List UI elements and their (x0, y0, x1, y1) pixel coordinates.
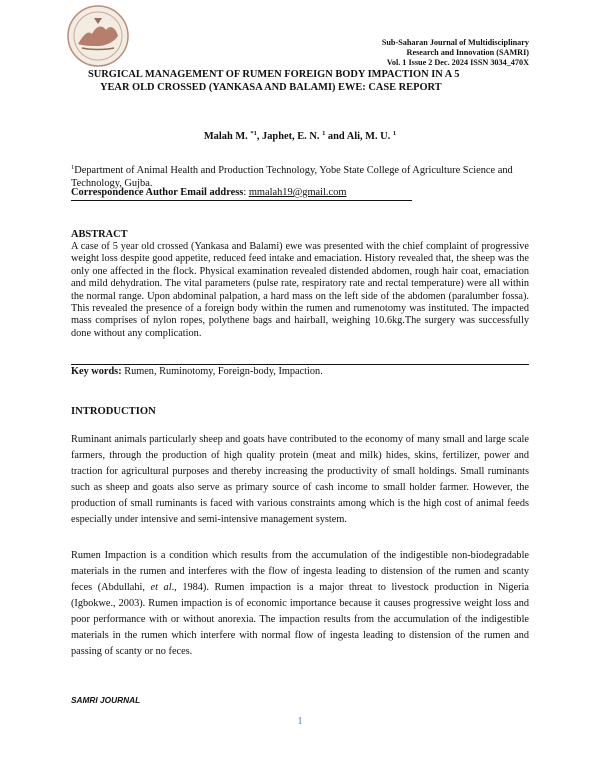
keywords-label: Key words: (71, 366, 122, 377)
correspondence-sep: : (243, 187, 249, 198)
journal-header (229, 38, 529, 68)
affiliation-sup: 1 (71, 164, 75, 171)
author-2-sup: 1 (322, 130, 326, 137)
p2-etal: et al (150, 582, 172, 593)
affiliation-text: Department of Animal Health and Production Technology, Yobe State College of Agriculture Science and Technology, Gujba. (71, 165, 513, 189)
introduction-paragraph-1: Ruminant animals particularly sheep and goats have contributed to the economy of many small and large scale farmers, through the production of high quality protein (meat and milk) hides, skins, fertilizer, power and traction for agricultural purposes and thereby increasing the productivity of small holdings. Small ruminants such as sheep and goats also serve as primary source of cash income to small holder farmer. However, the production of small ruminants is faced with various constraints among which is the high cost of animal feeds especially under intensive and semi-intensive management system. (71, 434, 529, 525)
keywords-text: Rumen, Ruminotomy, Foreign-body, Impaction. (121, 366, 323, 377)
page-number: 1 (297, 716, 303, 727)
abstract-text: A case of 5 year old crossed (Yankasa and Balami) ewe was presented with the chief complaint of progressive weight loss despite good appetite, reduced feed intake and emaciation. History revealed that, the sheep was the only one affected in the flock. Physical examination revealed distended abdomen, rough hair coat, emaciation and mild dehydration. The vital parameters (pulse rate, respiratory rate and rectal temperature) were all within the normal range. Upon abdominal palpation, a hard mass on the left side of the abdomen (paralumber fossa). This revealed the presence of a foreign body within the rumen and rumenotomy was instituted. The impacted mass comprises of nylon ropes, polythene bags and hairball, weighing 10.6kg.The surgery was successfully done without any complication. (71, 241, 529, 339)
introduction-heading: INTRODUCTION (71, 406, 156, 417)
introduction-paragraph-2 (71, 548, 529, 660)
p2-part-a: Rumen Impaction is a condition which results from the accumulation of the indigestible non-biodegradable materials in the rumen and interferes with the flow of ingesta leading to distension of the rumen and scanty feces (Abdullahi, (71, 550, 529, 593)
journal-logo (66, 4, 130, 68)
title-line1: SURGICAL MANAGEMENT OF RUMEN FOREIGN BODY IMPACTION IN A 5 (88, 69, 460, 80)
author-1-sup: *1 (250, 130, 257, 137)
author-1: Malah M. (203, 131, 251, 142)
authors (0, 130, 600, 142)
paper-title (88, 68, 528, 94)
correspondence-email-link[interactable]: mmalah19@gmail.com (248, 187, 347, 198)
author-2: , Japhet, E. N. (256, 131, 323, 142)
journal-name-line1: Sub-Saharan Journal of Multidisciplinary (381, 38, 529, 47)
correspondence-rule (71, 200, 412, 201)
journal-issue-info: Vol. 1 Issue 2 Dec. 2024 ISSN 3034_470X (386, 58, 529, 67)
correspondence-label: Correspondence Author Email address (71, 187, 244, 198)
journal-name-line2: Research and Innovation (SAMRI) (406, 48, 529, 57)
author-3-sup: 1 (392, 130, 397, 137)
keywords (71, 366, 529, 378)
author-3: and Ali, M. U. (325, 131, 393, 142)
correspondence (71, 187, 529, 200)
footer-journal-name: SAMRI JOURNAL (71, 695, 141, 705)
title-line2: YEAR OLD CROSSED (YANKASA AND BALAMI) EWE: CASE REPORT (100, 82, 442, 93)
affiliation (71, 162, 529, 190)
keywords-rule (71, 364, 529, 365)
p2-part-b: ., 1984). Rumen impaction is a major threat to livestock production in Nigeria (Igbokwe., 2003). Rumen impaction is of economic importance because it causes progressive weight loss and poor performance with or without anorexia. The impaction results from the accumulation of the indigestible materials in the rumen which interfere with normal flow of ingesta leading to distension of the rumen and passing of scanty or no feces. (71, 582, 529, 657)
abstract-heading: ABSTRACT (71, 229, 128, 240)
